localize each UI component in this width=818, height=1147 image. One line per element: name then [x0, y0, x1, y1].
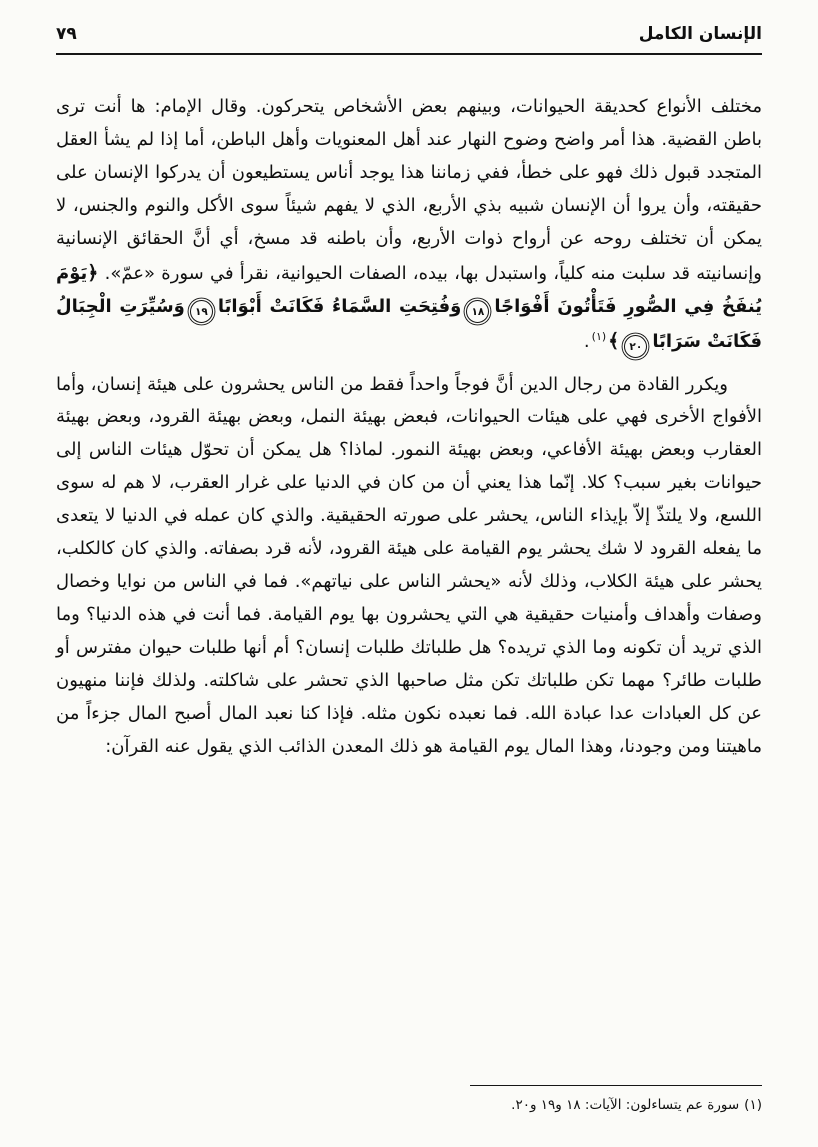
verse-close-bracket: ﴾ [608, 329, 620, 352]
footnote-text: سورة عم يتساءلون: الآيات: ١٨ و١٩ و٢٠. [511, 1097, 740, 1114]
paragraph-1 [56, 91, 762, 359]
sentence-end: . [583, 330, 590, 352]
ayah-number-19: ١٩ [190, 300, 213, 323]
ayah-number-20: ٢٠ [624, 335, 647, 358]
footnote-reference-mark: (١) [591, 329, 607, 343]
footnote-block [470, 1085, 762, 1117]
book-title: الإنسان الكامل [638, 24, 762, 44]
page-number: ٧٩ [56, 24, 77, 44]
ayah-number-18: ١٨ [466, 300, 489, 323]
paragraph-1-text: مختلف الأنواع كحديقة الحيوانات، وبينهم بعض الأشخاص يتحركون. وقال الإمام: ها أنت ترى باطن القضية. هذا أمر واضح وضوح النهار عند أهل المعنويات وأهل الباطن، أما إذا لم يشأ العقل المتجدد قبول ذلك فهو على خطأ، ففي زماننا هذا يوجد أناس يستطيعون أن يدركوا الإنسان على حقيقته، وأن يروا أن الإنسان شبيه بذي الأربع، الذي لا يفهم شيئاً سوى الأكل والنوم والجنس، لا يمكن أن تختلف روحه عن أرواح ذوات الأربع، وأن باطنه قد مسخ، أي أنَّ الحقائق الإنسانية وإنسانيته قد سلبت منه كلياً، واستبدل بها، بيده، الصفات الحيوانية، نقرأ في سورة «عمّ». [56, 96, 762, 284]
verse-segment-3: وَسُيِّرَتِ الْجِبَالُ فَكَانَتْ سَرَابًا [56, 295, 762, 352]
verse-open-bracket: ﴿ [87, 261, 99, 284]
page-header [56, 24, 762, 55]
footnote-marker: (١) [744, 1097, 762, 1114]
verse-segment-2: وَفُتِحَتِ السَّمَاءُ فَكَانَتْ أَبْوَابًا [217, 295, 462, 317]
page-content [56, 91, 762, 764]
verse-segment-1: يَوْمَ يُنفَخُ فِي الصُّورِ فَتَأْتُونَ أَفْوَاجًا [56, 262, 763, 317]
paragraph-2: ويكرر القادة من رجال الدين أنَّ فوجاً واحداً فقط من الناس يحشرون على هيئة إنسان، وأما الأفواج الأخرى فهي على هيئات الحيوانات، فبعض بهيئة النمل، وبعض بهيئة القرود، وبعض بهيئة العقارب وبعض بهيئة الأفاعي، وبعض بهيئة النمور. لماذا؟ هل يمكن أن تحوّل هيئات الناس إلى حيوانات بغير سبب؟ كلا. إنّما هذا يعني أن من كان في الدنيا على غرار العقرب، لا هم له سوى اللسع، ولا يلتذّ إلاّ بإيذاء الناس، يحشر على صورته الحقيقية. والذي كان عمله في الدنيا لا يتعدى ما يفعله القرود لا شك يحشر يوم القيامة على هيئة القرود، لأنه قرد بصفاته. والذي كان كالكلب، يحشر على هيئة الكلاب، وذلك لأنه «يحشر الناس على نياتهم». فما في الناس من نوايا وخصال وصفات وأهداف وأمنيات حقيقية هي التي يحشرون بها يوم القيامة. فما أنت في هذه الدنيا؟ وما الذي تريد أن تكونه وما الذي تريده؟ هل طلباتك طلبات إنسان؟ أم أنها طلبات حيوان مفترس أو طلبات طائر؟ مهما تكن طلباتك تكن مثل صاحبها الذي تحشر على شاكلته. ولذلك فإننا منهيون عن كل العبادات عدا عبادة الله. فما نعبده نكون مثله. فإذا كنا نعبد المال أصبح المال جزءاً من ماهيتنا ومن وجودنا، وهذا المال يوم القيامة هو ذلك المعدن الذائب الذي يقول عنه القرآن: [56, 373, 762, 757]
